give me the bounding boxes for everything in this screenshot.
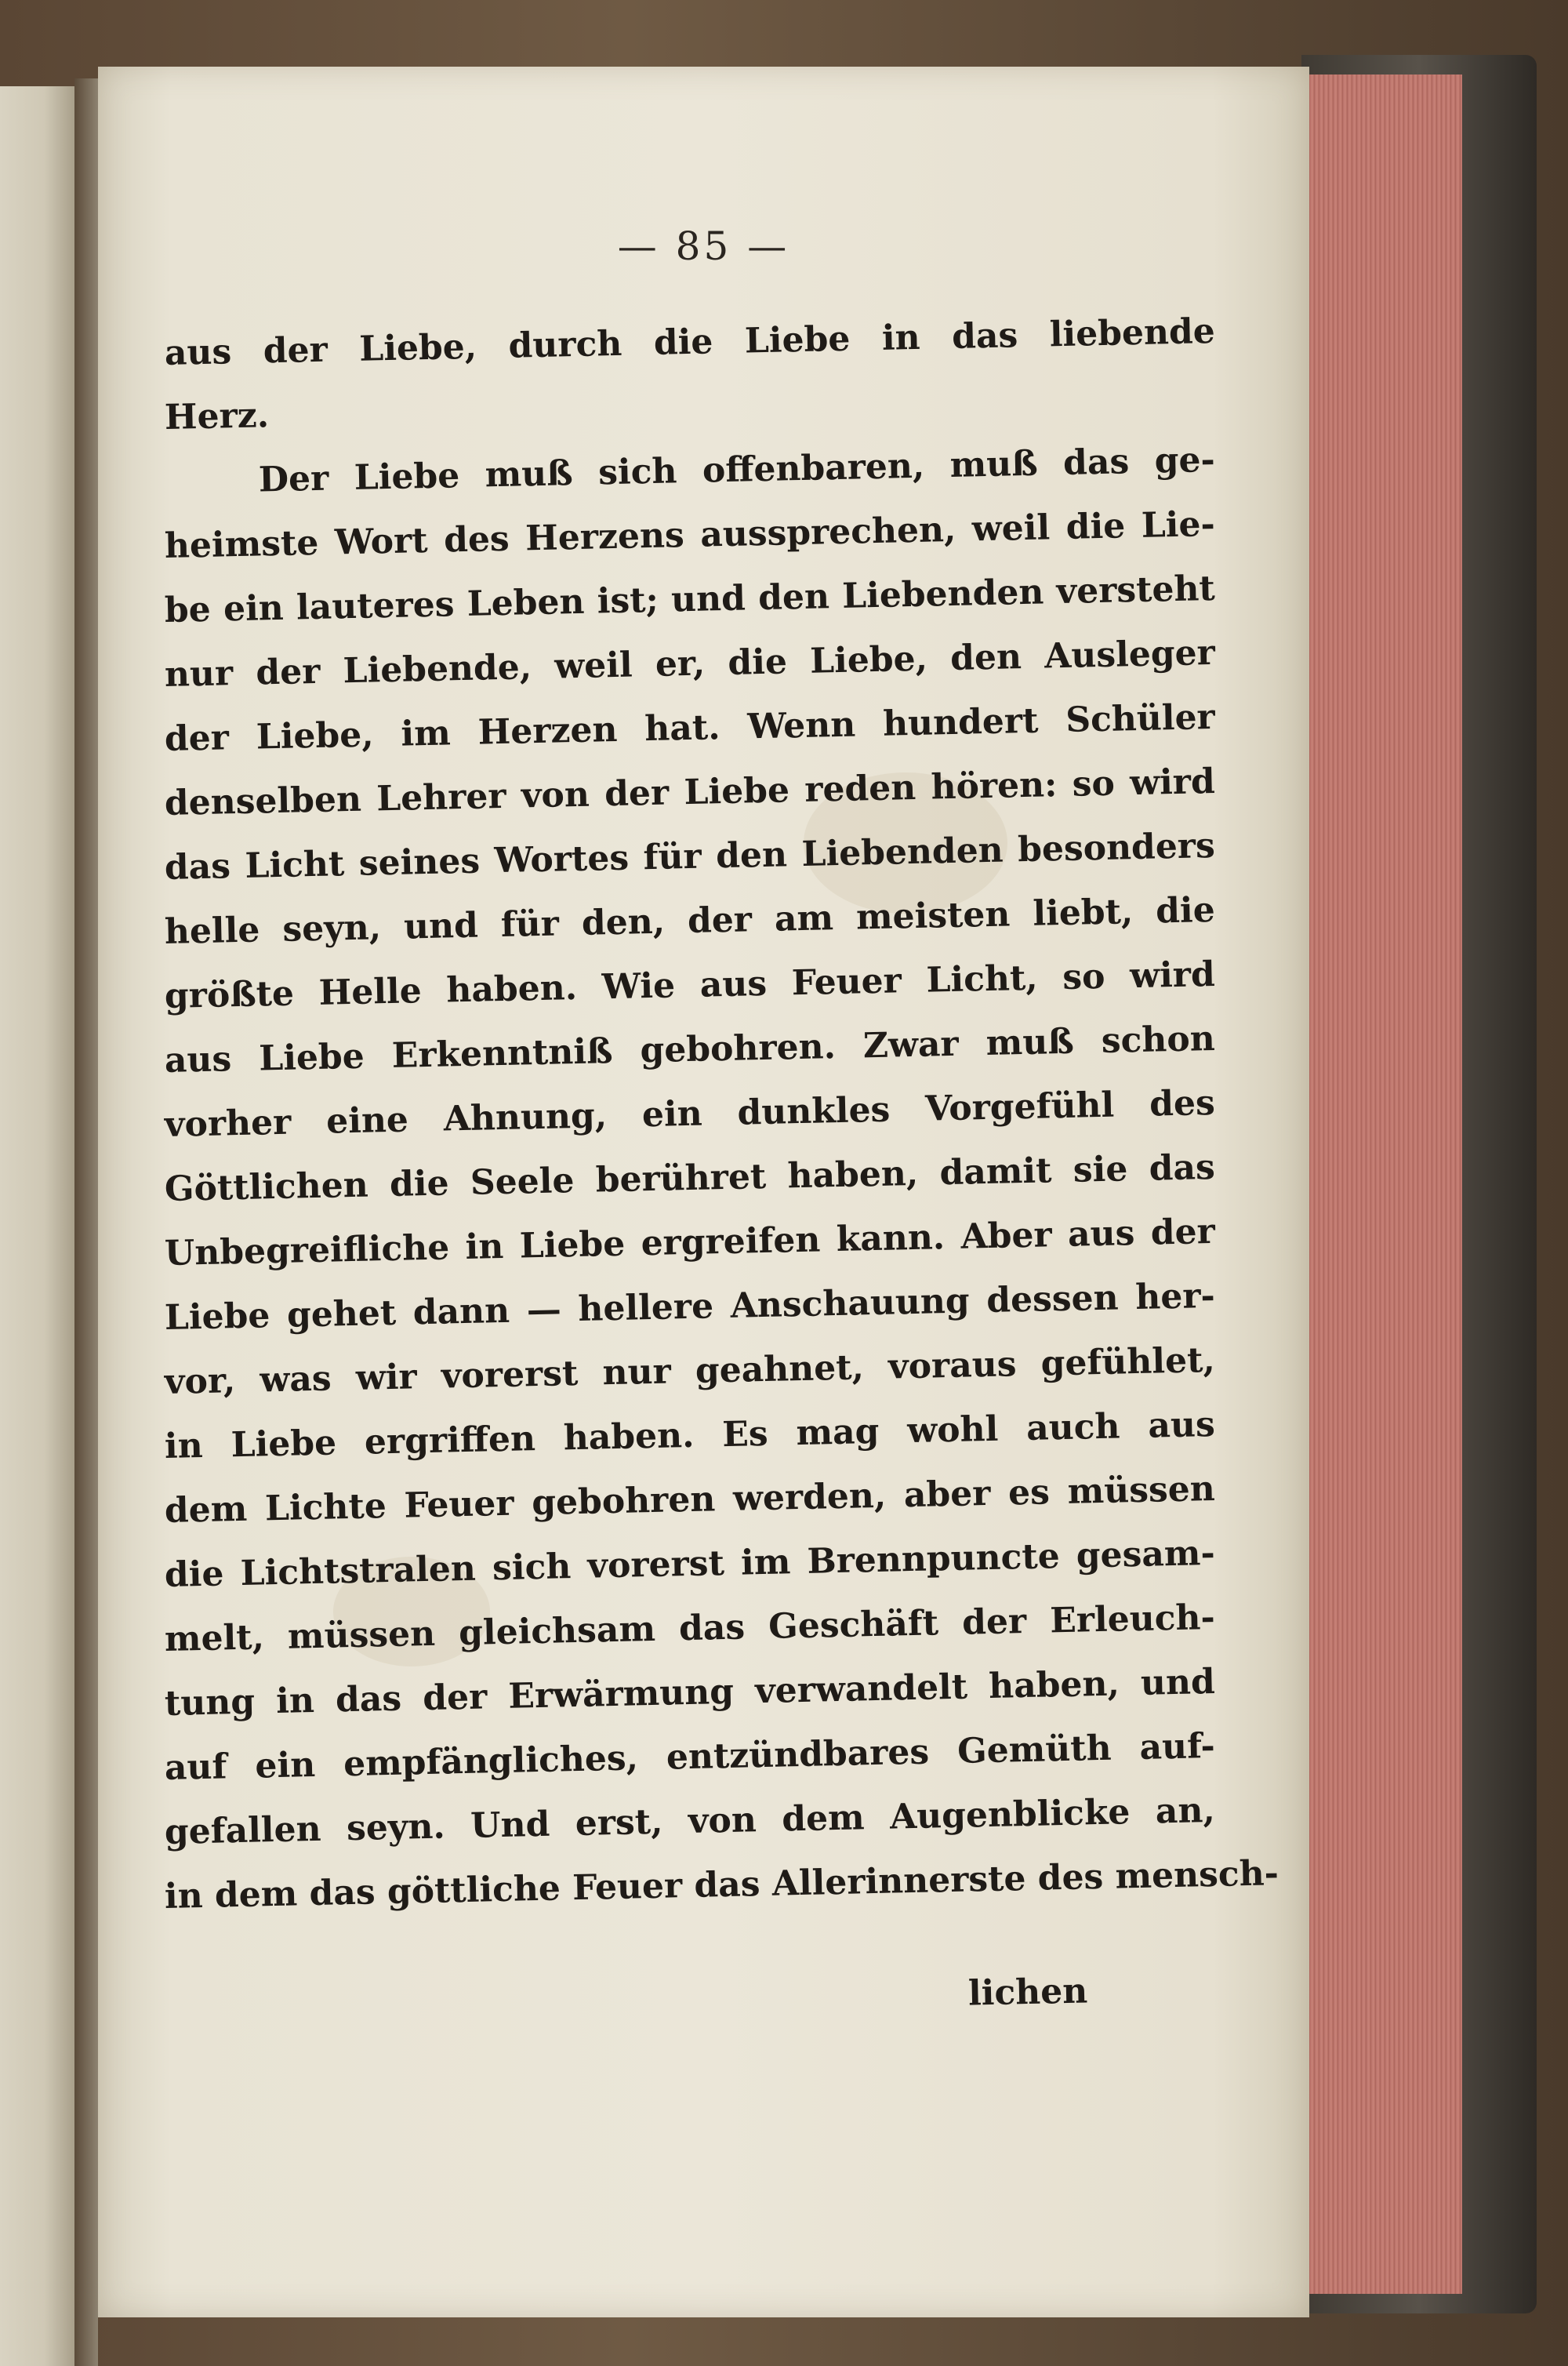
- page-fore-edge: [1305, 75, 1462, 2294]
- left-facing-page: [0, 86, 74, 2366]
- text-line: aus Liebe Erkenntniß gebohren. Zwar muß schon: [164, 1018, 1216, 1081]
- text-line: das Licht seines Wortes für den Liebenden besonders: [164, 825, 1216, 888]
- text-line: größte Helle haben. Wie aus Feuer Licht, so wird: [164, 954, 1216, 1016]
- book-page: [98, 67, 1309, 2317]
- text-line: in dem das göttliche Feuer das Allerinnerste des mensch-: [164, 1853, 1279, 1917]
- text-line: tung in das der Erwärmung verwandelt haben, und: [164, 1661, 1216, 1724]
- text-line: in Liebe ergriffen haben. Es mag wohl auch aus: [164, 1404, 1216, 1466]
- text-line: aus der Liebe, durch die Liebe in das liebende: [164, 311, 1216, 373]
- text-line: der Liebe, im Herzen hat. Wenn hundert Schüler: [164, 696, 1216, 759]
- text-line: auf ein empfängliches, entzündbares Gemüth auf-: [164, 1725, 1216, 1788]
- body-text: [164, 311, 1279, 1929]
- text-line: dem Lichte Feuer gebohren werden, aber es müssen: [164, 1468, 1216, 1531]
- book-gutter: [74, 78, 98, 2366]
- text-line: Herz.: [164, 395, 270, 438]
- text-line: vor, was wir vorerst nur geahnet, voraus gefühlet,: [164, 1339, 1216, 1402]
- text-line: Der Liebe muß sich offenbaren, muß das ge-: [258, 439, 1216, 500]
- text-line: be ein lauteres Leben ist; und den Liebenden versteht: [164, 568, 1216, 631]
- text-line: melt, müssen gleichsam das Geschäft der Erleuch-: [164, 1597, 1216, 1659]
- text-line: gefallen seyn. Und erst, von dem Augenblicke an,: [164, 1790, 1216, 1852]
- text-line: helle seyn, und für den, der am meisten liebt, die: [164, 889, 1216, 952]
- text-line: Liebe gehet dann — hellere Anschauung dessen her-: [164, 1275, 1216, 1338]
- text-line: heimste Wort des Herzens aussprechen, weil die Lie-: [164, 503, 1216, 566]
- catchword: lichen: [967, 1971, 1088, 2014]
- text-line: die Lichtstralen sich vorerst im Brennpuncte gesam-: [164, 1532, 1216, 1595]
- text-line: Göttlichen die Seele berühret haben, damit sie das: [164, 1147, 1216, 1209]
- page-number: — 85 —: [617, 224, 790, 269]
- text-line: nur der Liebende, weil er, die Liebe, den Ausleger: [164, 632, 1216, 695]
- text-line: vorher eine Ahnung, ein dunkles Vorgefühl des: [164, 1082, 1216, 1145]
- text-line: Unbegreifliche in Liebe ergreifen kann. Aber aus der: [164, 1211, 1216, 1274]
- text-line: denselben Lehrer von der Liebe reden hören: so wird: [164, 761, 1216, 823]
